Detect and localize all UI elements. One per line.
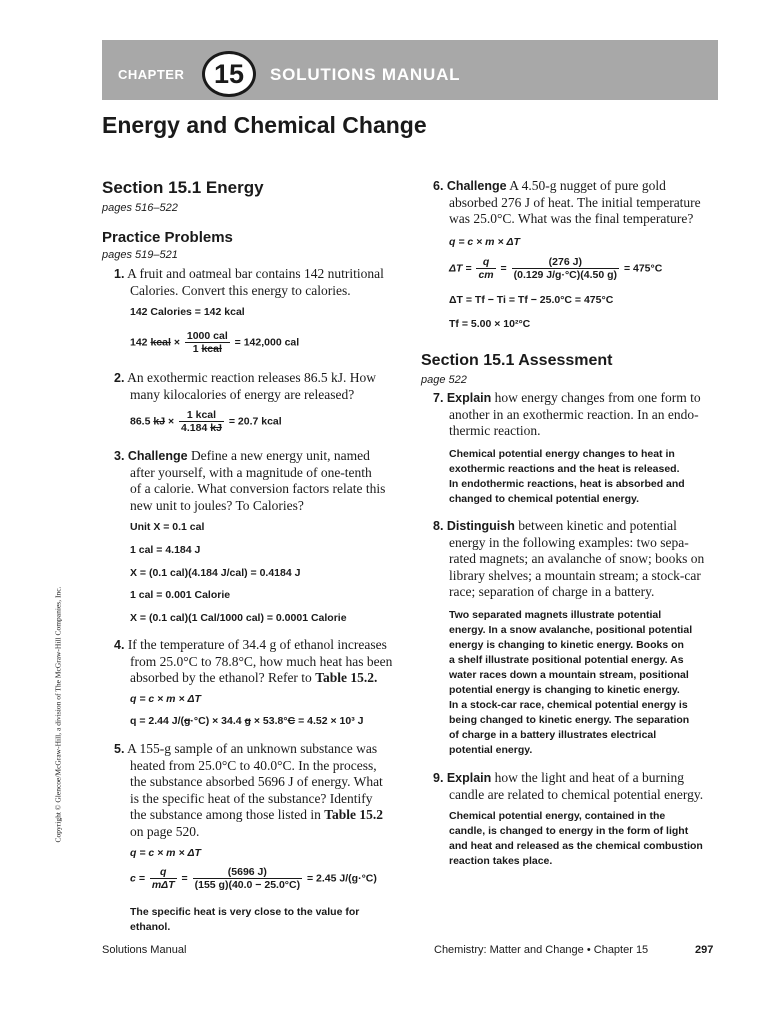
solutions-manual-label: SOLUTIONS MANUAL bbox=[270, 65, 461, 84]
copyright-notice: Copyright © Glencoe/McGraw-Hill, a division of The McGraw-Hill Companies, Inc. bbox=[53, 586, 63, 843]
answer-3-line-2: 1 cal = 4.184 J bbox=[130, 544, 201, 556]
section-pages: pages 516–522 bbox=[102, 202, 178, 214]
answer-4-line-2: q = 2.44 J/(g·°C) × 34.4 g × 53.8°C = 4.52 × 10³ J bbox=[130, 715, 364, 727]
answer-1-line-2: 142 kcal × $\frac{\text{1000 cal}}{\text{1 kcal}}$ = 142,000 cal bbox=[130, 330, 300, 355]
page-title: Energy and Chemical Change bbox=[102, 112, 427, 138]
answer-6-line-3: ΔT = Tf − Ti = Tf − 25.0°C = 475°C bbox=[449, 294, 614, 306]
assessment-pages: page 522 bbox=[421, 374, 467, 386]
answer-6-line-1: q = c × m × ΔT bbox=[449, 236, 520, 248]
problem-3: 3. Challenge Define a new energy unit, named after yourself, with a magnitude of one-tenth of a calorie. What conversion factors relate this new unit to joules? To Calories? bbox=[114, 448, 386, 513]
problem-9: 9. Explain how the light and heat of a burning candle are related to chemical potential energy. bbox=[433, 770, 704, 802]
problem-5: 5. A 155-g sample of an unknown substance was heated from 25.0°C to 40.0°C. In the process, the substance absorbed 5696 J of energy. What is the specific heat of the substance? Identify the substance among those listed in Table 15.2 on page 520. bbox=[114, 741, 383, 839]
problem-8: 8. Distinguish between kinetic and potential energy in the following examples: two sepa- rated magnets; an avalanche of snow; books on library shelves; a mountain stream; a stock-car race; separation of charge in a battery. bbox=[433, 518, 705, 599]
answer-8: Two separated magnets illustrate potential energy. In a snow avalanche, positional potential energy is changing to kinetic energy. Books on a shelf illustrate positional potential energy. As water races down a mountain stream, positional potential energy is changing to kinetic energy. In a stock-car race, chemical potential energy is being changed to kinetic energy. The separation of charge in a battery illustrates electrical potential energy. bbox=[449, 609, 693, 756]
answer-6-line-4: Tf = 5.00 × 10²°C bbox=[449, 318, 531, 330]
answer-3-line-4: 1 cal = 0.001 Calorie bbox=[130, 589, 231, 601]
answer-5-line-1: q = c × m × ΔT bbox=[130, 847, 201, 859]
page-number: 297 bbox=[695, 944, 714, 956]
footer-left: Solutions Manual bbox=[102, 944, 187, 956]
assessment-heading: Section 15.1 Assessment bbox=[421, 352, 613, 369]
problem-2: 2. An exothermic reaction releases 86.5 kJ. How many kilocalories of energy are released? bbox=[114, 370, 376, 402]
answer-4-line-1: q = c × m × ΔT bbox=[130, 693, 201, 705]
answer-7: Chemical potential energy changes to heat in exothermic reactions and the heat is released. In endothermic reactions, heat is absorbed and changed to chemical potential energy. bbox=[449, 448, 685, 505]
chapter-label: CHAPTER bbox=[118, 67, 185, 82]
problem-6: 6. Challenge A 4.50-g nugget of pure gold absorbed 276 J of heat. The initial temperature was 25.0°C. What was the final temperature? bbox=[433, 178, 701, 226]
answer-3-line-5: X = (0.1 cal)(1 Cal/1000 cal) = 0.0001 Calorie bbox=[130, 612, 347, 624]
answer-3-line-3: X = (0.1 cal)(4.184 J/cal) = 0.4184 J bbox=[130, 567, 301, 579]
chapter-number-badge: 15 bbox=[202, 51, 256, 97]
problem-1: 1. A fruit and oatmeal bar contains 142 nutritional Calories. Convert this energy to calories. bbox=[114, 266, 384, 298]
practice-problems-heading: Practice Problems bbox=[102, 229, 233, 246]
answer-5-note: The specific heat is very close to the value for ethanol. bbox=[130, 906, 360, 933]
problem-4: 4. If the temperature of 34.4 g of ethanol increases from 25.0°C to 78.8°C, how much heat has been absorbed by the ethanol? Refer to Table 15.2. bbox=[114, 637, 393, 685]
answer-1-line-1: 142 Calories = 142 kcal bbox=[130, 306, 245, 318]
problem-7: 7. Explain how energy changes from one form to another in an exothermic reaction. In an endo- thermic reaction. bbox=[433, 390, 701, 438]
section-heading: Section 15.1 Energy bbox=[102, 178, 264, 197]
answer-3-line-1: Unit X = 0.1 cal bbox=[130, 521, 205, 533]
footer-right: Chemistry: Matter and Change • Chapter 15 bbox=[434, 944, 649, 956]
answer-9: Chemical potential energy, contained in the candle, is changed to energy in the form of light and heat and released as the chemical combustion reaction takes place. bbox=[449, 810, 703, 867]
practice-pages: pages 519–521 bbox=[102, 249, 178, 261]
answer-2: 86.5 kJ × $\frac{\text{1 kcal}}{4.184 kJ}$ = 20.7 kcal bbox=[130, 409, 282, 434]
answer-6-line-2: ΔT = $\frac{q}{cm}$ = $\frac{(276 J)}{(0.129 J/g\cdot^\circ C)(4.50 g)}$ = 475°C bbox=[449, 256, 663, 281]
answer-5-line-2: c = $\frac{q}{\text{mΔT}}$ = $\frac{(5696 J)}{(155 g)(40.0 - 25.0^\circ C)}$ = 2.45 J/(g·°C) bbox=[130, 866, 377, 891]
